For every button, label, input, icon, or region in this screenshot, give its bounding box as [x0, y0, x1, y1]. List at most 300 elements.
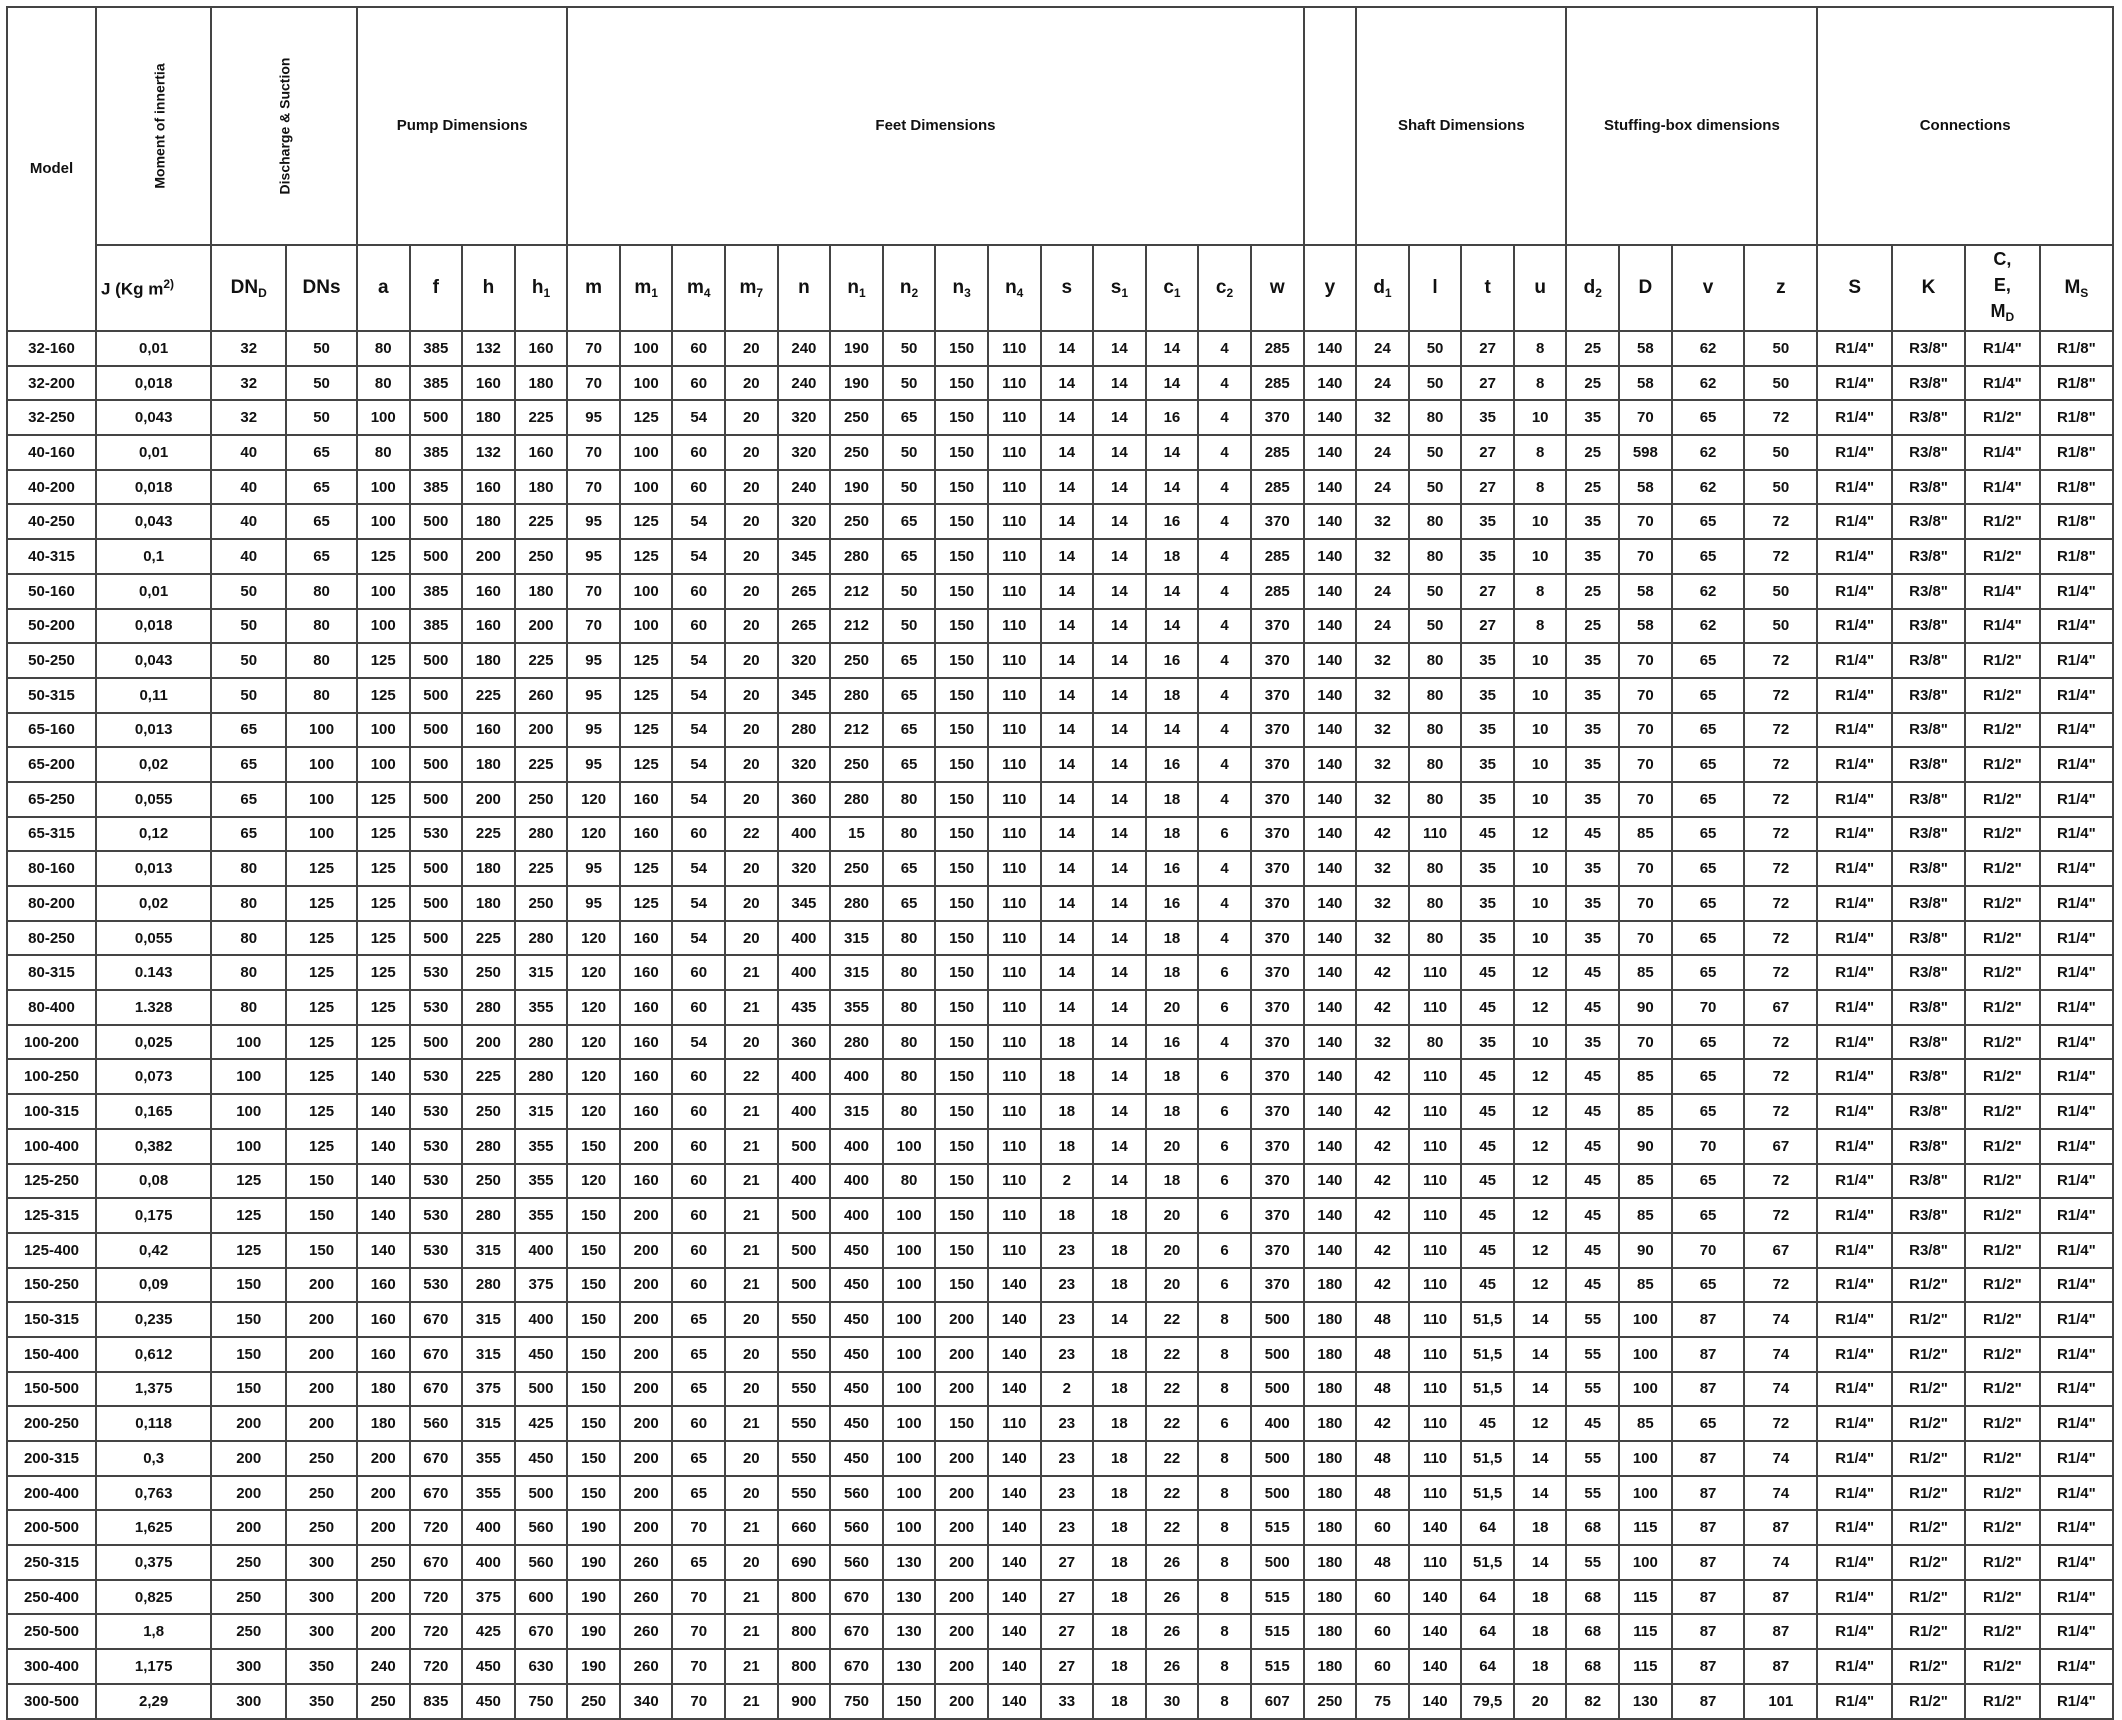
table-cell: R1/2"	[1965, 1510, 2040, 1545]
table-cell: 500	[1251, 1441, 1304, 1476]
table-cell: 180	[1304, 1337, 1357, 1372]
table-cell: 200	[286, 1268, 357, 1303]
model-cell: 80-315	[7, 955, 96, 990]
table-cell: 140	[988, 1580, 1041, 1615]
table-row	[7, 1476, 2113, 1511]
table-cell: 530	[410, 1233, 463, 1268]
table-cell: 160	[620, 990, 673, 1025]
table-cell: 32	[1356, 921, 1409, 956]
table-row	[7, 990, 2113, 1025]
table-cell: 8	[1198, 1614, 1251, 1649]
table-cell: 140	[1304, 817, 1357, 852]
table-cell: 150	[935, 504, 988, 539]
table-cell: 370	[1251, 782, 1304, 817]
table-cell: 22	[1146, 1337, 1199, 1372]
table-cell: 85	[1619, 1094, 1672, 1129]
table-cell: 150	[567, 1233, 620, 1268]
table-cell: 110	[988, 1059, 1041, 1094]
table-cell: 21	[725, 1614, 778, 1649]
table-cell: 100	[883, 1372, 936, 1407]
table-cell: 370	[1251, 851, 1304, 886]
table-cell: 23	[1041, 1406, 1094, 1441]
table-cell: 23	[1041, 1268, 1094, 1303]
table-cell: 150	[567, 1372, 620, 1407]
table-cell: 14	[1093, 678, 1146, 713]
table-cell: 500	[778, 1198, 831, 1233]
table-row	[7, 400, 2113, 435]
table-cell: 180	[357, 1372, 410, 1407]
table-cell: 125	[620, 400, 673, 435]
table-cell: 35	[1566, 504, 1619, 539]
table-cell: 370	[1251, 886, 1304, 921]
table-cell: 80	[1409, 782, 1462, 817]
header-symbol: $m_1$	[620, 245, 673, 331]
header-symbol: $c_2$	[1198, 245, 1251, 331]
table-cell: 400	[830, 1129, 883, 1164]
table-cell: 110	[988, 609, 1041, 644]
table-cell: 23	[1041, 1337, 1094, 1372]
table-cell: 800	[778, 1649, 831, 1684]
table-cell: 140	[988, 1302, 1041, 1337]
table-cell: 598	[1619, 435, 1672, 470]
table-row	[7, 574, 2113, 609]
table-cell: 80	[357, 366, 410, 401]
table-cell: 58	[1619, 574, 1672, 609]
table-cell: 750	[515, 1684, 568, 1719]
table-cell: 670	[410, 1302, 463, 1337]
table-cell: 42	[1356, 1198, 1409, 1233]
table-cell: R1/4"	[2040, 1025, 2113, 1060]
table-cell: 835	[410, 1684, 463, 1719]
table-cell: 140	[1304, 1198, 1357, 1233]
table-cell: 50	[211, 574, 286, 609]
table-row	[7, 1580, 2113, 1615]
table-cell: 150	[211, 1302, 286, 1337]
table-cell: 140	[988, 1441, 1041, 1476]
table-cell: 80	[286, 609, 357, 644]
table-cell: 530	[410, 1094, 463, 1129]
header-symbol: K	[1892, 245, 1965, 331]
table-cell: 100	[883, 1337, 936, 1372]
table-cell: 14	[1093, 1129, 1146, 1164]
table-cell: 150	[567, 1198, 620, 1233]
table-cell: 400	[462, 1545, 515, 1580]
table-cell: 110	[1409, 1094, 1462, 1129]
table-cell: 65	[883, 678, 936, 713]
table-cell: 4	[1198, 574, 1251, 609]
table-cell: 250	[830, 851, 883, 886]
table-row	[7, 609, 2113, 644]
table-cell: 180	[1304, 1268, 1357, 1303]
table-cell: 0,01	[96, 331, 211, 366]
table-row	[7, 955, 2113, 990]
table-cell: 70	[1619, 713, 1672, 748]
table-cell: 560	[515, 1545, 568, 1580]
table-cell: 345	[778, 886, 831, 921]
table-cell: 10	[1514, 400, 1567, 435]
table-cell: 450	[830, 1302, 883, 1337]
table-cell: 50	[1409, 331, 1462, 366]
table-cell: 40	[211, 539, 286, 574]
table-cell: 72	[1744, 1198, 1817, 1233]
table-cell: 150	[935, 470, 988, 505]
table-cell: 8	[1198, 1476, 1251, 1511]
table-cell: R1/4"	[1965, 366, 2040, 401]
table-cell: 10	[1514, 1025, 1567, 1060]
model-cell: 250-400	[7, 1580, 96, 1615]
table-cell: 0,382	[96, 1129, 211, 1164]
table-cell: 285	[1251, 470, 1304, 505]
table-cell: 110	[988, 921, 1041, 956]
table-cell: 65	[672, 1372, 725, 1407]
table-cell: 125	[286, 1025, 357, 1060]
table-cell: 150	[935, 713, 988, 748]
table-cell: 280	[515, 921, 568, 956]
table-cell: 60	[672, 1233, 725, 1268]
table-cell: 150	[935, 1268, 988, 1303]
table-cell: 65	[1672, 1198, 1745, 1233]
table-cell: 115	[1619, 1510, 1672, 1545]
table-cell: 200	[935, 1441, 988, 1476]
table-cell: 95	[567, 400, 620, 435]
table-cell: 95	[567, 713, 620, 748]
table-cell: 80	[357, 331, 410, 366]
table-cell: 200	[620, 1129, 673, 1164]
table-cell: 670	[830, 1614, 883, 1649]
table-cell: R1/4"	[2040, 851, 2113, 886]
table-cell: 320	[778, 643, 831, 678]
table-cell: 250	[830, 747, 883, 782]
table-row	[7, 366, 2113, 401]
table-cell: 110	[988, 331, 1041, 366]
table-cell: 110	[988, 955, 1041, 990]
table-cell: R3/8"	[1892, 400, 1965, 435]
table-cell: 67	[1744, 1233, 1817, 1268]
table-cell: 55	[1566, 1476, 1619, 1511]
table-cell: 21	[725, 955, 778, 990]
table-cell: 32	[1356, 539, 1409, 574]
table-cell: 18	[1146, 782, 1199, 817]
table-cell: 72	[1744, 851, 1817, 886]
model-cell: 80-200	[7, 886, 96, 921]
table-cell: 14	[1093, 609, 1146, 644]
table-cell: 75	[1356, 1684, 1409, 1719]
table-cell: 72	[1744, 1094, 1817, 1129]
table-cell: 95	[567, 851, 620, 886]
table-cell: 250	[462, 955, 515, 990]
table-cell: R1/2"	[1965, 1337, 2040, 1372]
table-cell: 250	[515, 886, 568, 921]
header-symbol: v	[1672, 245, 1745, 331]
table-cell: 87	[1672, 1441, 1745, 1476]
table-cell: 27	[1461, 470, 1514, 505]
table-cell: 150	[935, 331, 988, 366]
table-cell: 4	[1198, 851, 1251, 886]
table-cell: 32	[1356, 713, 1409, 748]
table-cell: 140	[1304, 539, 1357, 574]
table-cell: 160	[620, 1059, 673, 1094]
table-cell: 87	[1744, 1510, 1817, 1545]
table-cell: 355	[515, 1198, 568, 1233]
table-cell: 50	[211, 609, 286, 644]
table-cell: 14	[1041, 886, 1094, 921]
table-cell: R1/2"	[1965, 886, 2040, 921]
table-cell: 120	[567, 1025, 620, 1060]
table-cell: 35	[1461, 678, 1514, 713]
table-cell: 160	[462, 609, 515, 644]
table-cell: 10	[1514, 713, 1567, 748]
table-cell: 140	[1304, 1059, 1357, 1094]
table-cell: R1/4"	[2040, 1129, 2113, 1164]
table-cell: 14	[1093, 886, 1146, 921]
table-cell: 160	[357, 1302, 410, 1337]
table-cell: 18	[1093, 1649, 1146, 1684]
table-cell: 21	[725, 1580, 778, 1615]
table-cell: 14	[1146, 435, 1199, 470]
table-cell: 20	[725, 609, 778, 644]
table-cell: 4	[1198, 539, 1251, 574]
table-cell: 26	[1146, 1649, 1199, 1684]
table-cell: 200	[357, 1441, 410, 1476]
table-cell: R1/4"	[2040, 1337, 2113, 1372]
table-cell: 110	[988, 1025, 1041, 1060]
table-cell: 180	[1304, 1372, 1357, 1407]
table-cell: 180	[1304, 1580, 1357, 1615]
table-cell: 65	[1672, 1268, 1745, 1303]
table-cell: 150	[935, 400, 988, 435]
table-cell: 370	[1251, 747, 1304, 782]
table-cell: 15	[830, 817, 883, 852]
table-cell: 24	[1356, 366, 1409, 401]
table-cell: 65	[286, 470, 357, 505]
table-cell: 23	[1041, 1302, 1094, 1337]
table-cell: 35	[1566, 1025, 1619, 1060]
table-cell: 35	[1566, 851, 1619, 886]
table-cell: 8	[1198, 1649, 1251, 1684]
table-cell: 100	[1619, 1441, 1672, 1476]
table-cell: R1/2"	[1965, 678, 2040, 713]
table-cell: 110	[988, 678, 1041, 713]
table-cell: 500	[410, 400, 463, 435]
table-row	[7, 851, 2113, 886]
table-cell: 65	[1672, 747, 1745, 782]
table-cell: 450	[830, 1337, 883, 1372]
table-cell: 375	[462, 1580, 515, 1615]
table-cell: 180	[1304, 1510, 1357, 1545]
table-cell: 14	[1093, 713, 1146, 748]
table-cell: R1/4"	[2040, 782, 2113, 817]
table-cell: 54	[672, 643, 725, 678]
table-cell: 18	[1514, 1614, 1567, 1649]
table-cell: 4	[1198, 435, 1251, 470]
table-cell: R3/8"	[1892, 1094, 1965, 1129]
table-cell: R1/4"	[1817, 1614, 1892, 1649]
table-cell: 20	[1514, 1684, 1567, 1719]
table-cell: 42	[1356, 1129, 1409, 1164]
table-cell: 8	[1198, 1302, 1251, 1337]
table-cell: 4	[1198, 470, 1251, 505]
table-cell: 425	[462, 1614, 515, 1649]
table-cell: 140	[1304, 1094, 1357, 1129]
table-cell: 42	[1356, 1406, 1409, 1441]
table-cell: 70	[1619, 539, 1672, 574]
table-cell: 225	[515, 504, 568, 539]
table-cell: 110	[1409, 955, 1462, 990]
table-cell: 180	[1304, 1476, 1357, 1511]
table-cell: 150	[286, 1233, 357, 1268]
table-cell: 225	[462, 678, 515, 713]
table-cell: 80	[211, 990, 286, 1025]
table-cell: 6	[1198, 1059, 1251, 1094]
table-cell: 55	[1566, 1372, 1619, 1407]
table-cell: 65	[1672, 1059, 1745, 1094]
table-cell: R1/4"	[2040, 1268, 2113, 1303]
table-cell: 65	[211, 747, 286, 782]
table-cell: 160	[620, 1094, 673, 1129]
table-cell: 35	[1566, 782, 1619, 817]
table-cell: 160	[620, 1164, 673, 1199]
table-cell: 70	[1619, 400, 1672, 435]
header-symbol: D	[1619, 245, 1672, 331]
table-cell: 18	[1041, 1025, 1094, 1060]
model-cell: 80-250	[7, 921, 96, 956]
table-cell: R1/8"	[2040, 331, 2113, 366]
header-symbol: f	[410, 245, 463, 331]
table-cell: 14	[1093, 643, 1146, 678]
table-cell: 87	[1744, 1614, 1817, 1649]
table-cell: 315	[462, 1337, 515, 1372]
table-cell: 22	[1146, 1372, 1199, 1407]
table-cell: 14	[1041, 435, 1094, 470]
table-cell: 0,013	[96, 851, 211, 886]
table-cell: 280	[830, 539, 883, 574]
table-cell: 10	[1514, 539, 1567, 574]
table-cell: 150	[935, 643, 988, 678]
table-cell: 80	[211, 851, 286, 886]
model-cell: 200-500	[7, 1510, 96, 1545]
table-cell: 1,625	[96, 1510, 211, 1545]
model-cell: 125-400	[7, 1233, 96, 1268]
table-cell: 200	[620, 1406, 673, 1441]
header-symbol: y	[1304, 245, 1357, 331]
table-cell: 670	[515, 1614, 568, 1649]
table-cell: 50	[1744, 331, 1817, 366]
table-cell: 125	[211, 1164, 286, 1199]
table-cell: 16	[1146, 851, 1199, 886]
table-cell: 20	[725, 851, 778, 886]
table-cell: 110	[988, 1164, 1041, 1199]
table-cell: 54	[672, 747, 725, 782]
table-cell: 515	[1251, 1649, 1304, 1684]
table-cell: 65	[1672, 678, 1745, 713]
table-cell: 150	[567, 1441, 620, 1476]
table-cell: 140	[1304, 713, 1357, 748]
table-cell: 0,175	[96, 1198, 211, 1233]
table-cell: 62	[1672, 470, 1745, 505]
table-cell: 14	[1514, 1441, 1567, 1476]
model-cell: 125-315	[7, 1198, 96, 1233]
table-cell: 60	[1356, 1649, 1409, 1684]
table-cell: R3/8"	[1892, 851, 1965, 886]
table-cell: 500	[778, 1129, 831, 1164]
table-cell: 0,02	[96, 886, 211, 921]
table-cell: 140	[988, 1684, 1041, 1719]
table-cell: 51,5	[1461, 1441, 1514, 1476]
table-cell: 50	[286, 400, 357, 435]
table-cell: 530	[410, 990, 463, 1025]
table-cell: 200	[620, 1510, 673, 1545]
table-cell: 20	[725, 1545, 778, 1580]
table-cell: 190	[567, 1545, 620, 1580]
table-cell: 150	[935, 1198, 988, 1233]
table-cell: 250	[211, 1580, 286, 1615]
table-cell: 70	[1672, 990, 1745, 1025]
table-cell: 200	[286, 1337, 357, 1372]
table-cell: 14	[1093, 1094, 1146, 1129]
table-cell: 250	[515, 539, 568, 574]
table-cell: 32	[1356, 400, 1409, 435]
table-cell: R1/4"	[1817, 851, 1892, 886]
table-cell: 20	[725, 886, 778, 921]
table-cell: 14	[1041, 574, 1094, 609]
table-cell: 530	[410, 817, 463, 852]
table-cell: 4	[1198, 886, 1251, 921]
table-cell: 54	[672, 539, 725, 574]
table-cell: 355	[515, 1164, 568, 1199]
table-cell: 100	[620, 470, 673, 505]
table-cell: 14	[1093, 366, 1146, 401]
table-cell: R1/2"	[1965, 1441, 2040, 1476]
table-cell: 32	[1356, 643, 1409, 678]
table-cell: 80	[211, 921, 286, 956]
table-cell: 125	[357, 643, 410, 678]
table-cell: 14	[1093, 1025, 1146, 1060]
table-cell: R1/4"	[2040, 1302, 2113, 1337]
table-cell: 50	[1744, 470, 1817, 505]
table-cell: 18	[1093, 1545, 1146, 1580]
table-cell: 16	[1146, 1025, 1199, 1060]
table-cell: 42	[1356, 990, 1409, 1025]
table-cell: 45	[1566, 1129, 1619, 1164]
table-cell: 120	[567, 1059, 620, 1094]
model-cell: 150-250	[7, 1268, 96, 1303]
table-cell: 60	[672, 470, 725, 505]
table-cell: 14	[1041, 539, 1094, 574]
table-cell: 150	[935, 782, 988, 817]
table-cell: 35	[1566, 539, 1619, 574]
table-cell: 200	[620, 1268, 673, 1303]
table-cell: 70	[1672, 1233, 1745, 1268]
table-cell: 80	[1409, 678, 1462, 713]
table-cell: 140	[1304, 886, 1357, 921]
table-cell: 200	[620, 1441, 673, 1476]
table-cell: R1/4"	[1817, 643, 1892, 678]
table-cell: 125	[357, 782, 410, 817]
table-cell: R1/2"	[1965, 713, 2040, 748]
table-cell: 14	[1041, 609, 1094, 644]
table-cell: 6	[1198, 955, 1251, 990]
table-cell: 26	[1146, 1580, 1199, 1615]
table-cell: 72	[1744, 400, 1817, 435]
table-cell: 87	[1672, 1649, 1745, 1684]
table-cell: 14	[1093, 1059, 1146, 1094]
table-cell: 65	[286, 504, 357, 539]
table-cell: 60	[672, 331, 725, 366]
table-cell: 14	[1146, 713, 1199, 748]
table-cell: 550	[778, 1372, 831, 1407]
header-moment-of-inertia: Moment of innertia	[96, 7, 211, 245]
table-cell: 60	[672, 366, 725, 401]
